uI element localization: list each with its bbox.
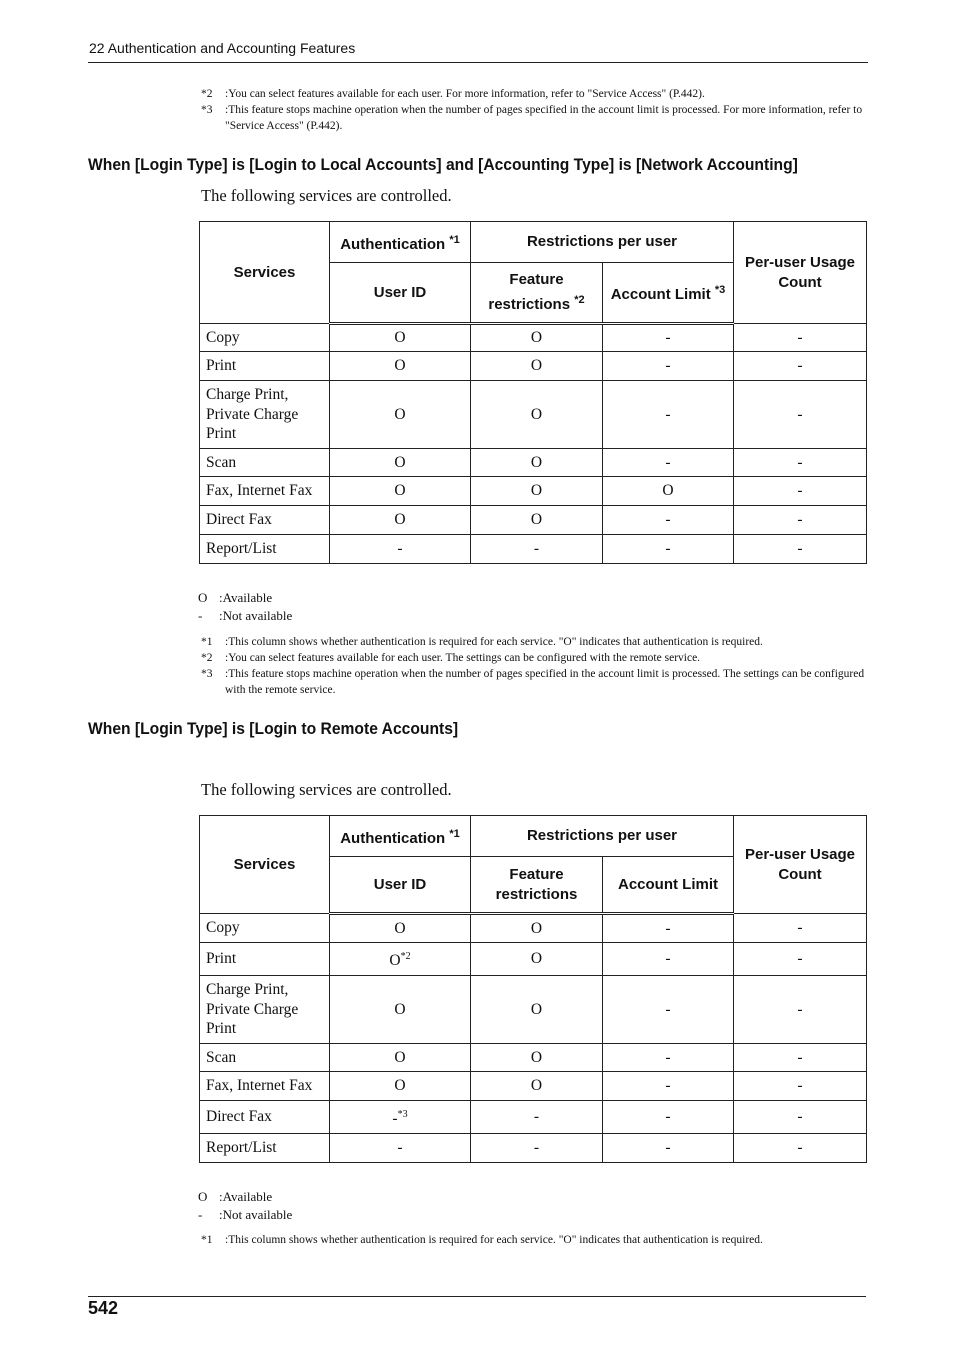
usage-cell: - xyxy=(734,976,867,1044)
legend-item xyxy=(198,1188,292,1206)
limit-cell: O xyxy=(603,477,734,506)
feature-cell: O xyxy=(471,381,603,449)
feature-cell: O xyxy=(471,976,603,1044)
header-limit-label: Account Limit xyxy=(610,286,711,303)
limit-cell: - xyxy=(603,352,734,381)
page-number: 542 xyxy=(88,1298,119,1318)
section1-footnote-2 xyxy=(201,650,869,666)
feature-cell: O xyxy=(471,1044,603,1072)
table-row xyxy=(200,1101,867,1134)
header-services: Services xyxy=(200,816,330,914)
limit-cell: - xyxy=(603,449,734,477)
header-account-limit: Account Limit xyxy=(603,857,734,914)
legend-symbol: - xyxy=(198,608,203,623)
section2-heading: When [Login Type] is [Login to Remote Accounts] xyxy=(88,719,459,738)
limit-cell: - xyxy=(603,976,734,1044)
footnote-mark: *2 xyxy=(201,88,213,100)
feature-cell: O xyxy=(471,1072,603,1101)
note-ref: *1 xyxy=(449,827,460,840)
header-restrictions: Restrictions per user xyxy=(471,222,734,263)
feature-cell: - xyxy=(471,1101,603,1134)
section2-intro: The following services are controlled. xyxy=(201,780,452,799)
usage-cell: - xyxy=(734,324,867,352)
header-feature-restrictions xyxy=(471,263,603,324)
footnote-mark: *3 xyxy=(201,668,213,680)
userid-cell: O xyxy=(330,1072,471,1101)
header-rule xyxy=(88,62,868,63)
userid-cell xyxy=(330,943,471,976)
feature-cell: O xyxy=(471,943,603,976)
feature-cell: O xyxy=(471,506,603,535)
note-ref: *1 xyxy=(449,233,460,246)
footnote-text: :This column shows whether authentication is required for each service. "O" indicates that authentication is required. xyxy=(225,1234,763,1246)
service-cell: Direct Fax xyxy=(200,1101,330,1134)
legend-symbol: O xyxy=(198,1189,208,1204)
usage-cell: - xyxy=(734,1101,867,1134)
service-cell: Charge Print, Private Charge Print xyxy=(200,976,330,1044)
service-cell: Report/List xyxy=(200,1134,330,1163)
table-row xyxy=(200,506,867,535)
usage-cell: - xyxy=(734,477,867,506)
service-cell: Print xyxy=(200,943,330,976)
limit-cell: - xyxy=(603,506,734,535)
header-user-id: User ID xyxy=(330,857,471,914)
userid-cell: O xyxy=(330,506,471,535)
footer-rule xyxy=(88,1296,866,1297)
footnote-text: :You can select features available for each user. The settings can be configured with the remote service. xyxy=(225,652,701,664)
section2-services-table xyxy=(199,815,867,1163)
feature-cell: - xyxy=(471,1134,603,1163)
userid-cell: O xyxy=(330,914,471,943)
section1-legend xyxy=(198,589,292,625)
service-cell: Report/List xyxy=(200,535,330,564)
userid-value: - xyxy=(392,1110,398,1128)
table-row xyxy=(200,477,867,506)
table-row xyxy=(200,324,867,352)
legend-item xyxy=(198,1206,292,1224)
table-row xyxy=(200,352,867,381)
top-footnote-3 xyxy=(201,102,869,134)
note-ref: *3 xyxy=(397,1109,408,1121)
table-row xyxy=(200,1134,867,1163)
feature-cell: O xyxy=(471,352,603,381)
header-feature-restrictions: Feature restrictions xyxy=(471,857,603,914)
userid-cell: - xyxy=(330,1134,471,1163)
usage-cell: - xyxy=(734,381,867,449)
feature-cell: O xyxy=(471,914,603,943)
header-restrictions: Restrictions per user xyxy=(471,816,734,857)
section2-legend xyxy=(198,1188,292,1224)
footnote-text: :This feature stops machine operation when the number of pages specified in the account limit is processed. For more information, refer to "Service Access" (P.442). xyxy=(225,104,863,132)
section1-heading: When [Login Type] is [Login to Local Accounts] and [Accounting Type] is [Network Accounting] xyxy=(88,155,798,174)
legend-symbol: - xyxy=(198,1207,203,1222)
feature-cell: O xyxy=(471,449,603,477)
usage-cell: - xyxy=(734,1044,867,1072)
legend-text: :Available xyxy=(219,1189,273,1204)
legend-text: :Available xyxy=(219,590,273,605)
note-ref: *2 xyxy=(574,294,585,306)
footnote-text: :This column shows whether authentication is required for each service. "O" indicates that authentication is required. xyxy=(225,636,763,648)
section1-footnote-3 xyxy=(201,666,869,698)
limit-cell: - xyxy=(603,1044,734,1072)
service-cell: Fax, Internet Fax xyxy=(200,477,330,506)
table-row xyxy=(200,1044,867,1072)
legend-item xyxy=(198,607,292,625)
usage-cell: - xyxy=(734,1072,867,1101)
limit-cell: - xyxy=(603,943,734,976)
header-services: Services xyxy=(200,222,330,324)
table-row xyxy=(200,1072,867,1101)
userid-cell: O xyxy=(330,976,471,1044)
userid-cell: O xyxy=(330,1044,471,1072)
section2-footnote-1 xyxy=(201,1232,869,1248)
userid-cell: O xyxy=(330,352,471,381)
limit-cell: - xyxy=(603,324,734,352)
service-cell: Copy xyxy=(200,324,330,352)
table-row xyxy=(200,535,867,564)
service-cell: Print xyxy=(200,352,330,381)
usage-cell: - xyxy=(734,943,867,976)
table-row xyxy=(200,449,867,477)
header-user-id: User ID xyxy=(330,263,471,324)
top-footnote-2 xyxy=(201,86,869,102)
usage-cell: - xyxy=(734,1134,867,1163)
service-cell: Direct Fax xyxy=(200,506,330,535)
table-row xyxy=(200,381,867,449)
limit-cell: - xyxy=(603,1134,734,1163)
footnote-mark: *1 xyxy=(201,636,213,648)
header-authentication xyxy=(330,222,471,263)
table-row xyxy=(200,976,867,1044)
table-row xyxy=(200,914,867,943)
section1-footnote-1 xyxy=(201,634,869,650)
service-cell: Scan xyxy=(200,1044,330,1072)
header-usage-count: Per-user Usage Count xyxy=(734,222,867,324)
footnote-text: :You can select features available for each user. For more information, refer to "Service Access" (P.442). xyxy=(225,88,705,100)
footnote-mark: *1 xyxy=(201,1234,213,1246)
userid-cell: O xyxy=(330,477,471,506)
header-account-limit xyxy=(603,263,734,324)
limit-cell: - xyxy=(603,381,734,449)
service-cell: Fax, Internet Fax xyxy=(200,1072,330,1101)
usage-cell: - xyxy=(734,352,867,381)
limit-cell: - xyxy=(603,914,734,943)
table-row xyxy=(200,943,867,976)
footnote-text: :This feature stops machine operation when the number of pages specified in the account limit is processed. The settings can be configured with the remote service. xyxy=(225,668,865,696)
running-header: 22 Authentication and Accounting Features xyxy=(89,40,356,56)
usage-cell: - xyxy=(734,535,867,564)
userid-cell: O xyxy=(330,449,471,477)
legend-item xyxy=(198,589,292,607)
legend-text: :Not available xyxy=(219,1207,293,1222)
limit-cell: - xyxy=(603,535,734,564)
header-feature-label: Feature restrictions xyxy=(488,271,571,313)
usage-cell: - xyxy=(734,506,867,535)
footnote-mark: *2 xyxy=(201,652,213,664)
feature-cell: - xyxy=(471,535,603,564)
legend-symbol: O xyxy=(198,590,208,605)
feature-cell: O xyxy=(471,477,603,506)
userid-cell: - xyxy=(330,535,471,564)
userid-cell: O xyxy=(330,324,471,352)
limit-cell: - xyxy=(603,1072,734,1101)
section1-intro: The following services are controlled. xyxy=(201,186,452,205)
note-ref: *2 xyxy=(400,951,411,963)
header-usage-count: Per-user Usage Count xyxy=(734,816,867,914)
header-authentication-label: Authentication xyxy=(340,235,446,253)
legend-text: :Not available xyxy=(219,608,293,623)
note-ref: *3 xyxy=(714,284,726,296)
usage-cell: - xyxy=(734,449,867,477)
userid-cell: O xyxy=(330,381,471,449)
header-authentication-label: Authentication xyxy=(340,829,446,847)
footnote-mark: *3 xyxy=(201,104,213,116)
limit-cell: - xyxy=(603,1101,734,1134)
service-cell: Scan xyxy=(200,449,330,477)
header-authentication xyxy=(330,816,471,857)
section1-services-table xyxy=(199,221,867,564)
usage-cell: - xyxy=(734,914,867,943)
service-cell: Copy xyxy=(200,914,330,943)
userid-cell xyxy=(330,1101,471,1134)
service-cell: Charge Print, Private Charge Print xyxy=(200,381,330,449)
feature-cell: O xyxy=(471,324,603,352)
userid-value: O xyxy=(389,952,401,970)
